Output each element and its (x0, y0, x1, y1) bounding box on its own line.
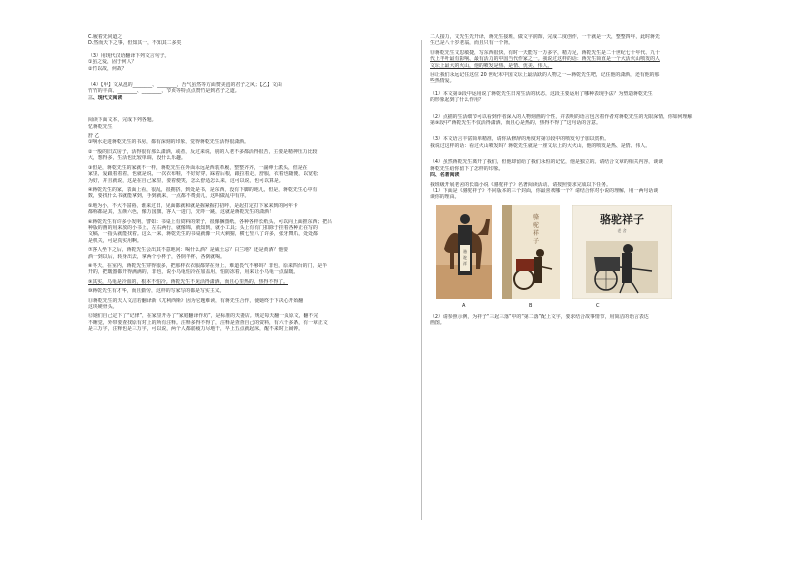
text-line: 种版的画的用来放的小书上，左右两行，就像锦，就知到，就小工具；头上有有门扣除于挂着各种正在写的 (88, 224, 318, 231)
text-line: 第⑨段中“蒋乾先生不仅活得潇洒，而且心是热的，热得不得了”这句话的含意。 (430, 120, 601, 127)
text-line: D.然而天下之事，但知其一，不知其二多矣 (88, 40, 182, 47)
text-line: ⑭让我们永远记住这位 20 世纪末中国文坛上最活跃的人物之一—蒋乾先生吧，记住他的潇洒，还有他的那 (430, 72, 660, 79)
text-line: 这块硬骨头。 (88, 304, 118, 310)
spacer (430, 149, 756, 159)
svg-text:子: 子 (532, 237, 540, 245)
cover-b (502, 205, 560, 303)
text-line: ⑬蒋乾先生文思敏捷，写东西很快，有时一天能写一万多字，精力足，蒋乾先生是二十世纪七十年代、九十 (430, 49, 660, 56)
text-line: 为好，并且就说，这是在自己家里，要着便笑，怎么舒适怎么来，这可以说，也可以算是。 (88, 177, 284, 184)
section-heading: 三、现代文阅读 (88, 94, 123, 101)
text-line: （3）本文语言丰富简单精准，请你从修辞的角度对第⑬段中的喷发句子加以赏析。 (430, 136, 610, 143)
text-line: 忆蒋乾先生 (88, 123, 113, 130)
text-line: ⑩蒋乾先生有才华，而且勤劳，这样的写家写的都是写实主义。 (88, 288, 225, 295)
cover-c-label: C (596, 302, 600, 309)
text-line: ⑥蒋乾先生有许多小发明，譬如：书桌上有资料的架子，很像捆图纸，各种各样长纸头，可以向上面推东西；把吕 (88, 218, 333, 225)
cover-c-author: 老 舍 (617, 227, 627, 233)
text-line: 代上半叶最有影响、最有活力的中国当代作家之一。我说过这样的话：蒋先生简直是一个大活火山喷发的人 (430, 56, 660, 63)
text-line: （2）请参照示例，为祥子“三起三落”中的“第二落”配上文字，要求结合故事情节，用简洁的语言表达 (430, 313, 649, 320)
cover-b-label: B (529, 302, 533, 309)
text-line: 大，想得多，生活也比较单调，没什么乐趣。 (88, 155, 186, 162)
text-line: （4）虽然蒋乾先生离开了我们，但他却留给了我们永恒的记忆，他是独立的。请结合文章的相关内容，谈谈 (430, 159, 663, 166)
text-line: 阅读下面文本，完成下列各题。 (88, 117, 157, 124)
text-line: ①响水走进蒋乾先生的书房，都有深刻的印象，觉得蒋乾先生活得很潇洒。 (88, 139, 249, 146)
spacer (430, 126, 756, 136)
text-line: （1）本文第③段中运用说了蒋乾先生日常生活的状态，这段主要运用了哪种表现手法？为塑造蒋乾先生 (430, 90, 653, 97)
rickshaw-cover-b-icon (502, 205, 560, 299)
right-text-bottom (430, 311, 756, 327)
cover-c (572, 205, 672, 303)
text-line: 酒一到以后，转身出去，拿两个小杯子，各倒半杯，各倒就喝。 (88, 253, 225, 260)
svg-text:驼: 驼 (463, 254, 467, 260)
text-line: 二人接力，文先生先开译，蒋先生接班，做文字润饰，完成二度创作，一干就是一天，整整四年，此时蒋先 (430, 34, 660, 40)
text-line: 蒋乾先生给你留下了怎样的印象。 (430, 165, 504, 172)
text-line: ⑫她们自己定下了“记律”，在家里开办了“家庭翻译作坊”，是标准的夫妻店。规定每天翻一页原文，翻不完 (88, 313, 319, 320)
text-line: （4）【甲】文从邕的________、________，吾气虽然等方面赞美邕的君子之风；【乙】文由 (88, 82, 282, 89)
text-line: ②竹以故，何故？ (88, 65, 127, 72)
text-line: ②一般的旧式房子，活得很有那么潇洒，或者，反过来说，别的人老不多都活得很苦，主要是精神压力比较 (88, 148, 318, 155)
text-line: （1）下面是《骆驼祥子》不同版本的三个封面，你最喜欢哪一个？请结合你对小说的理解，用一两句话谈 (430, 187, 659, 194)
text-line: 文坛上最大的火山，他的喷发是热、是情、优美、伟人。 (430, 62, 553, 69)
svg-text:骆: 骆 (532, 213, 540, 221)
text-line: C.履着先同道之 (88, 34, 123, 40)
text-line: ①虽之爱，固于何人？ (88, 59, 137, 66)
spacer (430, 104, 756, 114)
svg-text:祥: 祥 (463, 260, 467, 266)
right-text-top (430, 34, 756, 201)
spacer (88, 101, 414, 111)
text-line: 生已是八十岁老翁，而且只有一个肾。 (430, 40, 514, 47)
text-line: 谈你的理由。 (430, 194, 460, 201)
text-line: 些热情爱。 (430, 78, 455, 85)
left-column (88, 34, 414, 333)
text-line: 开的，把暖器都开得满满的，非也，说小乌龟怕冷在加盖用，怕防冻着，用来让小乌龟一点温暖。 (88, 269, 299, 276)
camel-cover-a-icon (436, 205, 492, 299)
spacer (88, 72, 414, 82)
text-line: （3）用现代汉语翻译下列文言句子。 (88, 52, 170, 59)
text-line: ④蒋乾先生的家，表面上看，很乱，很拥挤，到处是书，是东西，没有下脚的地儿，但是，蒋乾先生心中有 (88, 186, 318, 193)
text-line: 数，要找什么书就能拿到，手到就来，一点都不费劲儿，这叫做乱中有序。 (88, 193, 250, 200)
text-line: 都称都是其，五颜六色，像万国旗，客人一进门，先吓一跳，这就是蒋乾先生的潇洒！ (88, 209, 274, 216)
text-line: ⑪蒋乾先生的夫人文洁若翻译新《尤利西斯》因为它题难读，有蒋先生合作，使她终于下决心开始翻 (88, 297, 304, 304)
text-line: 的形象起到了什么作用？ (430, 97, 484, 104)
text-line: （2）点描的生活细节可以看到作者深入的人物刻画的个性，并表明的语言包含着作者对蒋乾先生的无限深情，你如何理解 (430, 113, 693, 120)
svg-text:祥: 祥 (532, 229, 540, 237)
cover-a-title: 骆 (463, 248, 467, 254)
cover-c-title: 骆驼祥子 (600, 212, 644, 226)
text-line: 我班级开展老舍的长篇小说《骆驼祥子》名著阅读活动，请按照要求完成以下任务。 (430, 181, 611, 188)
text-line: 不睡觉，外带要查找原有对上的所有注释。注释多得不得了，注释是查查自己的资料，有六千多条，有一章正文 (88, 319, 328, 326)
text-line: 画图。 (430, 320, 445, 327)
svg-text:驼: 驼 (532, 221, 540, 229)
text-line: 是三万字，注释也是三万字，可以说，两个人都筋疲力尽地干，早上五点就起床，醒不来时上闹钟。 (88, 326, 304, 333)
column-divider (421, 40, 422, 520)
text-line: 舒 乙 (88, 133, 100, 140)
text-line: ⑨其实，乌龟是冷血的，根本不怕冷。蒋乾先生不见活得潇洒，而且心里热的，热得不得了。 (88, 278, 289, 285)
right-column (430, 34, 756, 327)
text-line: ⑤地为小，不大不富裕，谁来过日，见面都就和就是握紧握打招呼，是起打定打下家来到的阿年卡 (88, 202, 298, 209)
text-line: 文稿，一指头就能找着。这么一来，蒋乾先生的书桌就像一只大刺猬，横七竖八了许多，张牙舞爪，处处都 (88, 231, 318, 238)
cover-a (436, 205, 492, 303)
section-heading: 四、名著阅读 (430, 172, 460, 179)
book-covers (430, 205, 756, 307)
text-line: ⑧冬天，在室内，蒋乾先生穿得很多，把那样衣衣服都穿在身上，难道畏气不够吗？非也，原来四台的门，是半 (88, 262, 328, 269)
text-line: 我说过这样的话：看过火山喷发吗？蒋乾先生就是一座文坛上的大火山，他的喷发是热、是情、伟人。 (430, 142, 651, 149)
text-line: ⑦客人坐下之后，蒋乾先生会出其不意地问：喝什么酒？是威士忌？白兰地？还是黄酒？他要 (88, 247, 289, 254)
text-line: ③但是，蒋乾先生的家就不一样，蒋乾先生在外面永远是西装革履，整整齐齐，一副绅士派头，但是在 (88, 164, 308, 171)
rickshaw-cover-c-icon (572, 205, 672, 299)
text-line: 家里，爱跟着着着，也就是说，一次衣布鞋，不好好穿，踩着后根，跟拉着走，舒服，衣着也随便，以宽松 (88, 171, 318, 178)
text-line: 是机关，可是真实用啊。 (88, 237, 142, 244)
text-line: 竹竹的丰苗、________、________，节贞等特点点赞竹是到君子之道。 (88, 88, 240, 95)
cover-a-label: A (462, 302, 466, 309)
